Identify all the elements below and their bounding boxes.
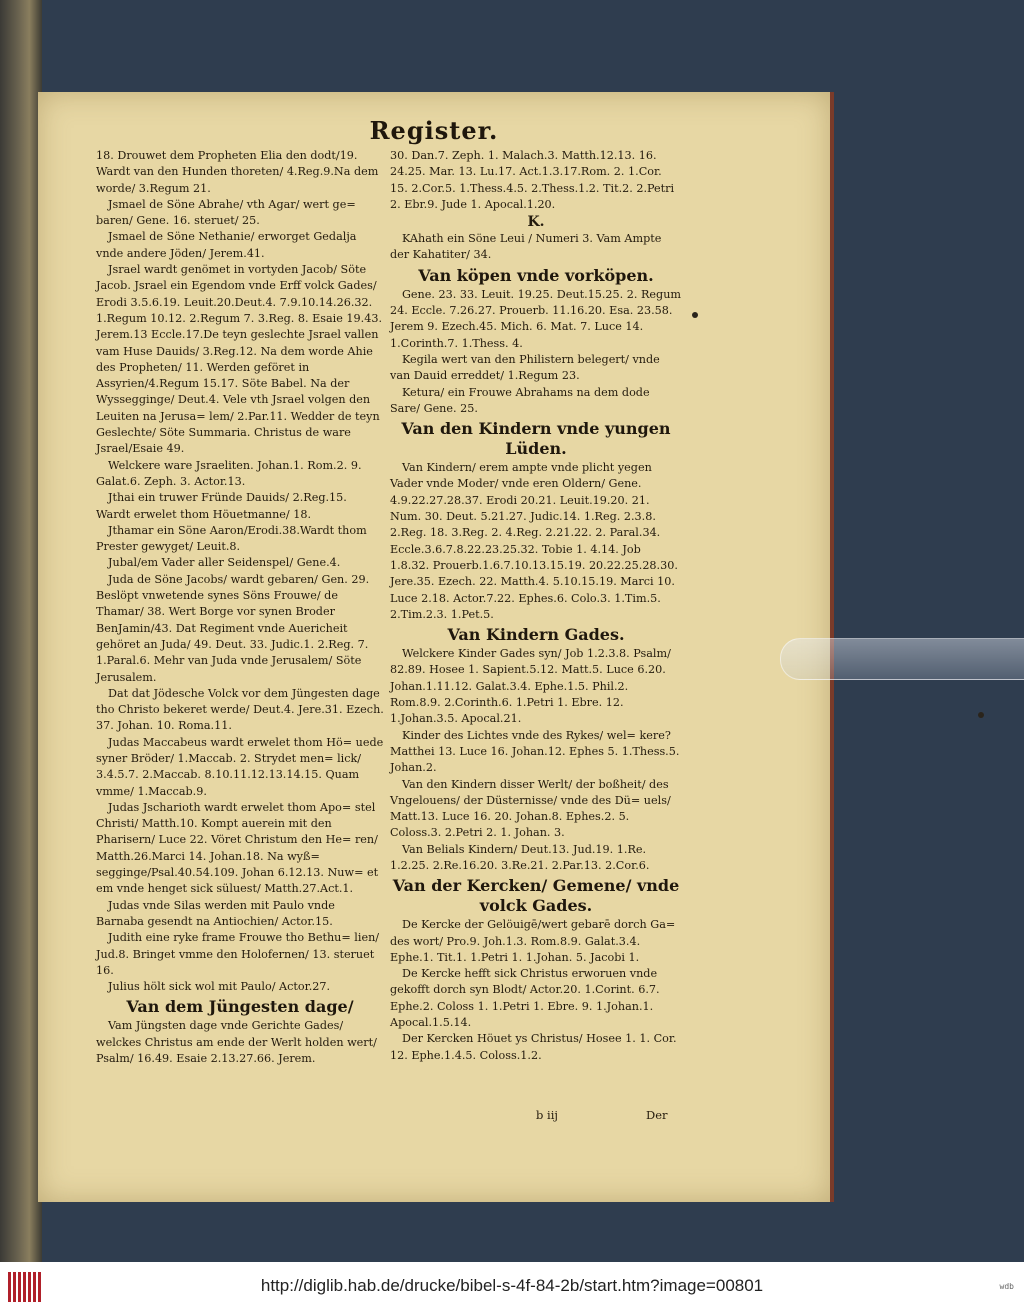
page-clip	[780, 638, 1024, 680]
section-heading: Van Kindern Gades.	[447, 625, 625, 645]
register-entry: Judas vnde Silas werden mit Paulo vnde Barnaba gesendt na Antiochien/ Actor.15.	[96, 898, 335, 928]
register-entry: Welckere Kinder Gades syn/ Job 1.2.3.8. Psalm/ 82.89. Hosee 1. Sapient.5.12. Matt.5. Luce 6.20. Johan.1.11.12. Galat.3.4. Ephe.1.5. Phil.2. Rom.8.9. 2.Corinth.6. 1.Petri 1. Ebre. 12. 1.Johan.3.5. Apocal.21.	[390, 647, 671, 726]
register-entry: Jsrael wardt genömet in vortyden Jacob/ Söte Jacob. Jsrael ein Egendom vnde Erff volck Gades/ Erodi 3.5.6.19. Leuit.20.Deut.4. 7.9.10.14.26.32. 1.Regum 10.12. 2.Regum 7. 3.Reg. 8. Esaie 19.43. Jerem.13 Eccle.17.De teyn geslechte Jsrael vallen vam Huse Dauids/ 3.Reg.12. Na dem worde Ahie des Propheten/ 11. Werden geföret in Assyrien/4.Regum 15.17. Söte Babel. Na der Wyssegginge/ Deut.4. Vele vth Jsrael volgen den Leuiten na Jerusa= lem/ 2.Par.11. Wedder de teyn Geslechte/ Söte Summaria. Christus de ware Jsrael/Esaie 49.	[96, 263, 383, 456]
register-entry: Juda de Söne Jacobs/ wardt gebaren/ Gen. 29. Beslöpt vnwetende synes Söns Frouwe/ de Thamar/ 38. Wert Borge vor synen Broder BenJamin/43. Dat Regiment vnde Auericheit gehöret an Juda/ 49. Deut. 33. Judic.1. 2.Reg. 7. 1.Paral.6. Mehr van Juda vnde Jerusalem/ Söte Jerusalem.	[96, 572, 370, 684]
register-entry: De Kercke hefft sick Christus erworuen vnde gekofft dorch syn Blodt/ Actor.20. 1.Corint. 6.7. Ephe.2. Coloss 1. 1.Petri 1. Ebre. 9. 1.Johan.1. Apocal.1.5.14.	[390, 967, 660, 1030]
register-entry: Judith eine ryke frame Frouwe tho Bethu= lien/ Jud.8. Bringet vmme den Holofernen/ 13. steruet 16.	[96, 931, 380, 977]
book-page	[38, 92, 834, 1202]
register-entry: 30. Dan.7. Zeph. 1. Malach.3. Matth.12.13. 16. 24.25. Mar. 13. Lu.17. Act.1.3.17.Rom. 2. 1.Cor. 15. 2.Cor.5. 1.Thess.4.5. 2.Thess.1.2. Tit.2. 2.Petri 2. Ebr.9. Jude 1. Apocal.1.20.	[390, 149, 675, 211]
page-hole	[978, 712, 984, 718]
register-entry: Jsmael de Söne Nethanie/ erworget Gedalja vnde andere Jöden/ Jerem.41.	[96, 230, 357, 260]
register-entry: Welckere ware Jsraeliten. Johan.1. Rom.2. 9. Galat.6. Zeph. 3. Actor.13.	[96, 458, 362, 488]
register-entry: Vam Jüngsten dage vnde Gerichte Gades/ welckes Christus am ende der Werlt holden wert/ Psalm/ 16.49. Esaie 2.13.27.66. Jerem.	[96, 1019, 377, 1066]
register-entry: Dat dat Jödesche Volck vor dem Jüngesten dage tho Christo bekeret werde/ Deut.4. Jere.31. Ezech. 37. Johan. 10. Roma.11.	[96, 686, 384, 733]
register-entry: Van Belials Kindern/ Deut.13. Jud.19. 1.Re. 1.2.25. 2.Re.16.20. 3.Re.21. 2.Par.13. 2.Cor.6.	[390, 842, 650, 872]
register-entry: Ketura/ ein Frouwe Abrahams na dem dode Sare/ Gene. 25.	[390, 385, 650, 415]
register-entry: Jubal/em Vader aller Seidenspel/ Gene.4.	[108, 556, 341, 570]
section-heading: Van köpen vnde vorköpen.	[418, 265, 654, 285]
viewer-tag: wdb	[999, 1282, 1014, 1291]
register-entry: Van Kindern/ erem ampte vnde plicht yegen Vader vnde Moder/ vnde eren Oldern/ Gene. 4.9.22.27.28.37. Erodi 20.21. Leuit.19.20. 21. Num. 30. Deut. 5.21.27. Judic.14. 1.Reg. 2.3.8. 2.Reg. 18. 3.Reg. 2. 4.Reg. 2.21.22. 2. Paral.34. Eccle.3.6.7.8.22.23.25.32. Tobie 1. 4.14. Job 1.8.32. Prouerb.1.6.7.10.13.15.19. 20.22.25.28.30. Jere.35. Ezech. 22. Matth.4. 5.10.15.19. Marci 10. Luce 2.18. Actor.7.22. Ephes.6. Colo.3. 1.Tim.5. 2.Tim.2.3. 1.Pet.5.	[390, 461, 678, 621]
register-entry: Julius hölt sick wol mit Paulo/ Actor.27.	[108, 980, 331, 994]
register-entry: Kinder des Lichtes vnde des Rykes/ wel= kere? Matthei 13. Luce 16. Johan.12. Ephes 5. 1.Thess.5. Johan.2.	[390, 728, 680, 775]
catchword: Der	[646, 1108, 668, 1122]
viewer-footer	[0, 1262, 1024, 1312]
page-hole	[692, 312, 698, 318]
register-entry: 18. Drouwet dem Propheten Elia den dodt/19. Wardt van den Hunden thoreten/ 4.Reg.9.Na dem worde/ 3.Regum 21.	[96, 149, 379, 195]
section-heading: Van den Kindern vnde yungen Lüden.	[401, 419, 671, 459]
section-letter: K.	[527, 214, 545, 231]
register-entry: Jsmael de Söne Abrahe/ vth Agar/ wert ge= baren/ Gene. 16. steruet/ 25.	[96, 197, 356, 228]
page-header: Register.	[369, 116, 499, 145]
register-entry: KAhath ein Söne Leui / Numeri 3. Vam Ampte der Kahatiter/ 34.	[390, 232, 662, 262]
register-entry: Gene. 23. 33. Leuit. 19.25. Deut.15.25. 2. Regum 24. Eccle. 7.26.27. Prouerb. 11.16.20. Esa. 23.58. Jerem 9. Ezech.45. Mich. 6. Mat. 7. Luce 14. 1.Corinth.7. 1.Thess. 4.	[390, 287, 682, 350]
register-entry: De Kercke der Gelöuigē/wert gebarē dorch Ga= des wort/ Pro.9. Joh.1.3. Rom.8.9. Galat.3.4. Ephe.1. Tit.1. 1.Petri 1. 1.Johan. 5. Jacobi 1.	[390, 918, 676, 964]
page-url[interactable]: http://diglib.hab.de/drucke/bibel-s-4f-84-2b/start.htm?image=00801	[260, 1276, 764, 1295]
section-heading: Van dem Jüngesten dage/	[126, 997, 354, 1017]
signature-mark: b iij	[536, 1108, 558, 1122]
register-entry: Der Kercken Höuet ys Christus/ Hosee 1. 1. Cor. 12. Ephe.1.4.5. Coloss.1.2.	[390, 1032, 677, 1062]
right-column	[390, 148, 682, 1064]
adjacent-page-edge	[0, 0, 42, 1262]
register-entry: Jthai ein truwer Fründe Dauids/ 2.Reg.15. Wardt erwelet thom Höuetmanne/ 18.	[96, 491, 347, 521]
register-entry: Judas Jscharioth wardt erwelet thom Apo= stel Christi/ Matth.10. Kompt auerein mit den Pharisern/ Luce 22. Vöret Christum den He= ren/ Matth.26.Marci 14. Johan.18. Na wyß= segginge/Psal.40.54.109. Johan 6.12.13. Nuw= et em vnde henget sick süluest/ Matth.27.Act.1.	[96, 800, 379, 896]
register-entry: Judas Maccabeus wardt erwelet thom Hö= uede syner Bröder/ 1.Maccab. 2. Strydet men= lick/ 3.4.5.7. 2.Maccab. 8.10.11.12.13.14.15. Quam vmme/ 1.Maccab.9.	[96, 735, 384, 798]
register-entry: Jthamar ein Söne Aaron/Erodi.38.Wardt thom Prester gewyget/ Leuit.8.	[96, 523, 367, 554]
left-column	[96, 148, 384, 1067]
section-heading: Van der Kercken/ Gemene/ vnde volck Gades.	[392, 876, 680, 916]
register-entry: Kegila wert van den Philistern belegert/ vnde van Dauid erreddet/ 1.Regum 23.	[390, 352, 660, 383]
register-entry: Van den Kindern disser Werlt/ der boßheit/ des Vngelouens/ der Düsternisse/ vnde des Dü= uels/ Matt.13. Luce 16. 20. Johan.8. Ephes.2. 5. Coloss.3. 2.Petri 2. 1. Johan. 3.	[390, 777, 671, 840]
